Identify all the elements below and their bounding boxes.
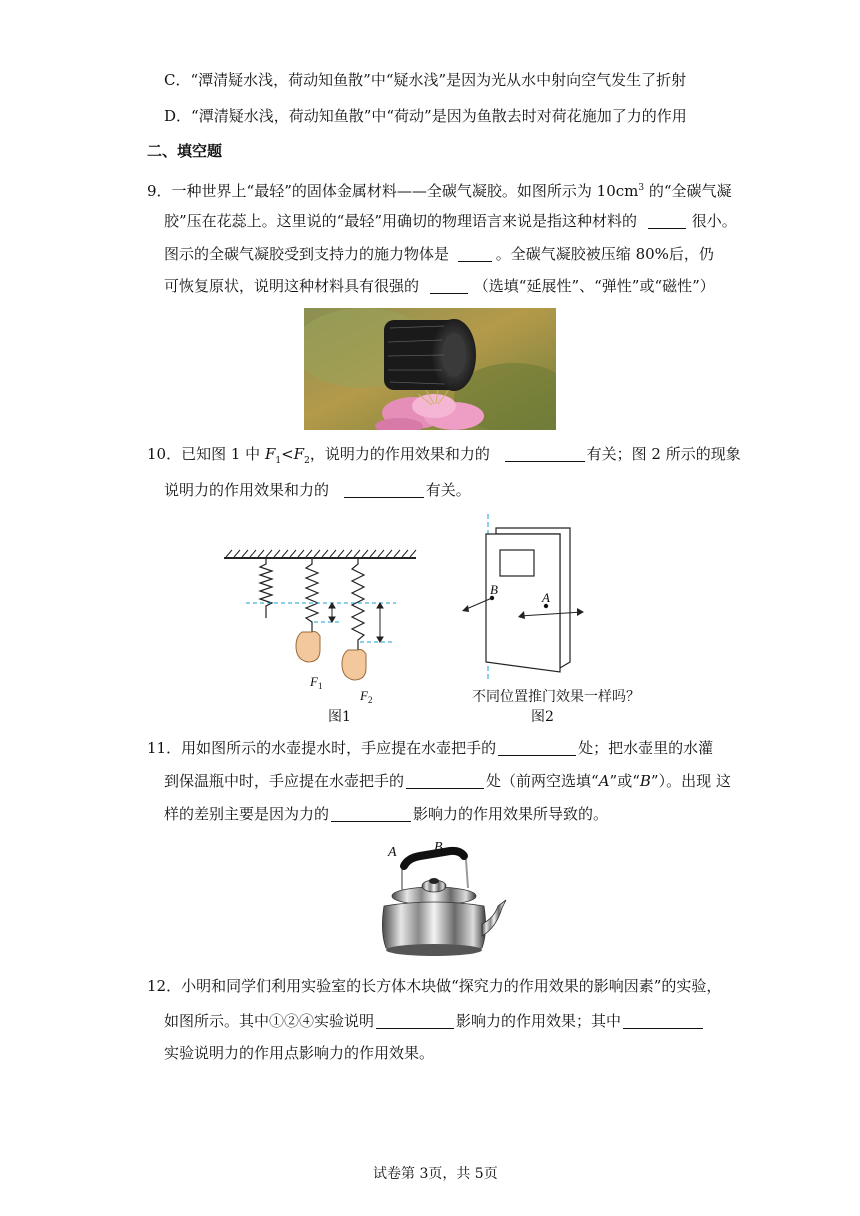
q9-line-1 (147, 178, 732, 201)
q9-line-4 (164, 276, 715, 296)
q12-line-3: 实验说明力的作用点影响力的作用效果。 (164, 1044, 435, 1062)
q10-blank-1[interactable] (505, 445, 585, 462)
q10-text-2b: 有关。 (425, 481, 471, 499)
fig1-f2-label: $F_2$ (360, 688, 373, 705)
q11-blank-1[interactable] (498, 739, 576, 756)
q9-line-2 (164, 211, 737, 231)
q11-text-2d: ”）。出现 这 (650, 772, 731, 790)
kettle-figure (374, 836, 510, 962)
q11-text-2a: 到保温瓶中时，手应提在水壶把手的 (164, 772, 405, 790)
q10-text-2a: 说明力的作用效果和力的 (164, 481, 330, 499)
fig2-question: 不同位置推门效果一样吗？ (472, 689, 640, 705)
q12-line-2 (164, 1011, 705, 1031)
fig2-label-a: A (542, 590, 550, 605)
kettle-label-a: A (388, 845, 397, 860)
q10-f1: F (264, 445, 276, 463)
q11-line-1 (147, 738, 713, 758)
q9-text-1a: 9．一种世界上“最轻”的固体金属材料——全碳气凝胶。如图所示为 10cm (147, 182, 639, 200)
q9-text-4a: 可恢复原状，说明这种材料具有很强的 (164, 277, 420, 295)
q9-text-3a: 图示的全碳气凝胶受到支持力的施力物体是 (164, 245, 450, 263)
q11-option-b: B (639, 772, 651, 790)
q10-f2-sub: 2 (304, 456, 310, 466)
q9-text-4b: （选填“延展性”、“弹性”或“磁性”） (473, 277, 715, 295)
q8-option-c: C．“潭清疑水浅，荷动知鱼散”中“疑水浅”是因为光从水中射向空气发生了折射 (164, 71, 687, 89)
q11-text-2b: 处（前两空选填“ (486, 772, 599, 790)
fig1-caption: 图1 (328, 709, 351, 725)
q11-blank-2[interactable] (406, 772, 484, 789)
spring-figure-1 (222, 546, 418, 714)
q12-text-2a: 如图所示。其中①②④实验说明 (164, 1012, 375, 1030)
q9-blank-1[interactable] (648, 212, 686, 229)
q10-text-1a: 10．已知图 1 中 (147, 445, 265, 463)
door-figure-2 (456, 512, 592, 684)
q11-text-3b: 影响力的作用效果所导致的。 (413, 805, 609, 823)
q11-text-3a: 样的差别主要是因为力的 (164, 805, 330, 823)
q10-text-1b: ，说明力的作用效果和力的 (309, 445, 490, 463)
q10-blank-2[interactable] (344, 481, 424, 498)
q9-blank-2[interactable] (458, 245, 492, 262)
aerogel-on-flower-photo (304, 308, 556, 430)
q9-text-2a: 胶”压在花蕊上。这里说的“最轻”用确切的物理语言来说是指这种材料的 (164, 212, 638, 230)
q8-option-d: D．“潭清疑水浅，荷动知鱼散”中“荷动”是因为鱼散去时对荷花施加了力的作用 (164, 107, 687, 125)
section-title-fill-in: 二、填空题 (147, 142, 223, 160)
q10-f1-sub: 1 (275, 456, 282, 466)
fig2-label-b: B (490, 582, 498, 597)
q10-text-1c: 有关；图 2 所示的现象 (586, 445, 741, 463)
q12-line-1: 12．小明和同学们利用实验室的长方体木块做“探究力的作用效果的影响因素”的实验， (147, 977, 722, 995)
q9-text-3b: 。全碳气凝胶被压缩 80%后，仍 (495, 245, 714, 263)
q9-text-2b: 很小。 (691, 212, 737, 230)
q9-text-1b: 的“全碳气凝 (644, 182, 732, 200)
q10-line-1 (147, 444, 741, 471)
q11-option-a: A (598, 772, 610, 790)
q12-text-2b: 影响力的作用效果；其中 (456, 1012, 622, 1030)
q11-line-3 (164, 804, 608, 824)
q12-blank-2[interactable] (623, 1012, 703, 1029)
page-footer: 试卷第 3页，共 5页 (373, 1166, 498, 1182)
q10-line-2 (164, 480, 471, 500)
q11-blank-3[interactable] (331, 805, 411, 822)
q11-text-1b: 处；把水壶里的水灌 (578, 739, 714, 757)
q9-unit-superscript: 3 (638, 183, 645, 193)
q12-blank-1[interactable] (376, 1012, 454, 1029)
fig1-f1-label: $F_1$ (310, 674, 323, 691)
q11-text-1a: 11．用如图所示的水壶提水时，手应提在水壶把手的 (147, 739, 497, 757)
q10-f2: F (293, 445, 305, 463)
q10-lt: < (281, 445, 294, 463)
q9-line-3 (164, 244, 714, 264)
fig2-caption: 图2 (531, 709, 554, 725)
kettle-label-b: B (434, 840, 443, 855)
q11-text-2c: ”或“ (609, 772, 640, 790)
q11-line-2 (164, 771, 731, 791)
q9-blank-3[interactable] (430, 277, 468, 294)
